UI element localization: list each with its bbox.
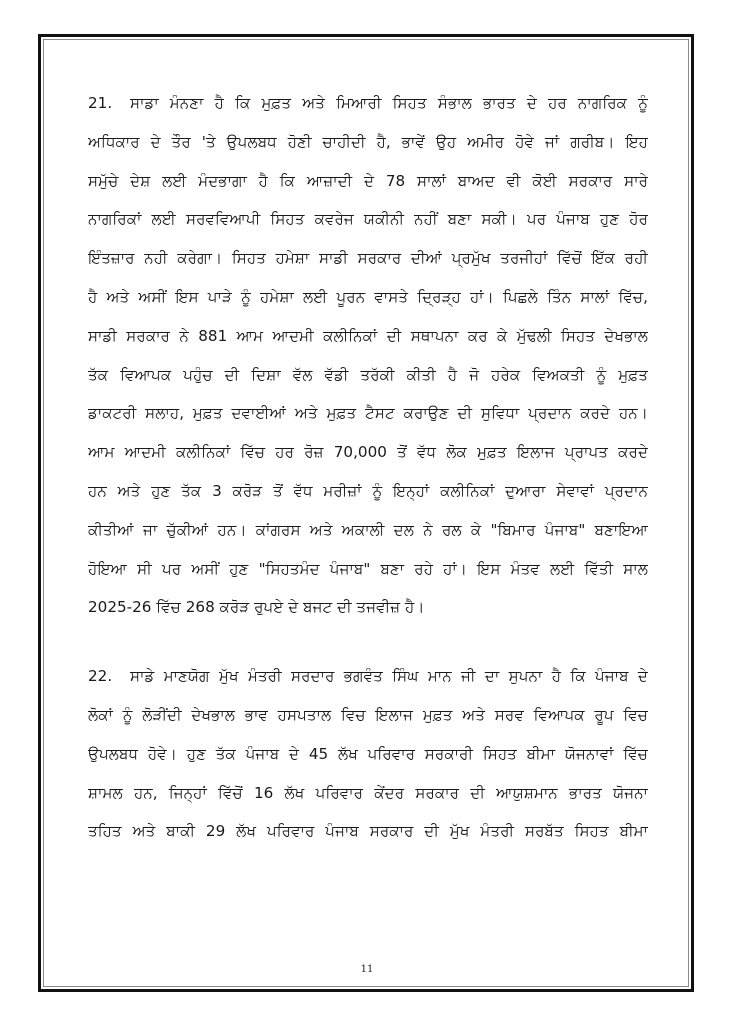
text-line: ਹੋਇਆ ਸੀ ਪਰ ਅਸੀਂ ਹੁਣ "ਸਿਹਤਮੰਦ ਪੰਜਾਬ" ਬਣਾ ਰਹੇ ਹਾਂ। ਇਸ ਮੰਤਵ ਲਈ ਵਿੱਤੀ ਸਾਲ (88, 559, 648, 578)
text-line: ਸਮੁੱਚੇ ਦੇਸ਼ ਲਈ ਮੰਦਭਾਗਾ ਹੈ ਕਿ ਆਜ਼ਾਦੀ ਦੇ 78 ਸਾਲਾਂ ਬਾਅਦ ਵੀ ਕੋਈ ਸਰਕਾਰ ਸਾਰੇ (88, 171, 648, 190)
text-line: ਇੰਤਜ਼ਾਰ ਨਹੀ ਕਰੇਗਾ। ਸਿਹਤ ਹਮੇਸ਼ਾ ਸਾਡੀ ਸਰਕਾਰ ਦੀਆਂ ਪ੍ਰਮੁੱਖ ਤਰਜੀਹਾਂ ਵਿੱਚੋਂ ਇੱਕ ਰਹੀ (88, 249, 648, 268)
text-line: ਡਾਕਟਰੀ ਸਲਾਹ, ਮੁਫ਼ਤ ਦਵਾਈਆਂ ਅਤੇ ਮੁਫ਼ਤ ਟੈਸਟ ਕਰਾਉਣ ਦੀ ਸੁਵਿਧਾ ਪ੍ਰਦਾਨ ਕਰਦੇ ਹਨ। (88, 404, 648, 423)
text-line: ਹਨ ਅਤੇ ਹੁਣ ਤੱਕ 3 ਕਰੋੜ ਤੋਂ ਵੱਧ ਮਰੀਜ਼ਾਂ ਨੂੰ ਇਨ੍ਹਾਂ ਕਲੀਨਿਕਾਂ ਦੁਆਰਾ ਸੇਵਾਵਾਂ ਪ੍ਰਦਾਨ (88, 481, 648, 500)
text-line: ਹੈ ਅਤੇ ਅਸੀਂ ਇਸ ਪਾੜੇ ਨੂੰ ਹਮੇਸ਼ਾ ਲਈ ਪੂਰਨ ਵਾਸਤੇ ਦ੍ਰਿੜ੍ਹ ਹਾਂ। ਪਿਛਲੇ ਤਿੰਨ ਸਾਲਾਂ ਵਿੱਚ, (88, 287, 648, 306)
text-line: ਤੱਕ ਵਿਆਪਕ ਪਹੁੰਚ ਦੀ ਦਿਸ਼ਾ ਵੱਲ ਵੱਡੀ ਤਰੱਕੀ ਕੀਤੀ ਹੈ ਜੋ ਹਰੇਕ ਵਿਅਕਤੀ ਨੂੰ ਮੁਫ਼ਤ (88, 365, 648, 384)
text-line (88, 84, 648, 123)
text-line: ਨਾਗਰਿਕਾਂ ਲਈ ਸਰਵਵਿਆਪੀ ਸਿਹਤ ਕਵਰੇਜ ਯਕੀਨੀ ਨਹੀਂ ਬਣਾ ਸਕੀ। ਪਰ ਪੰਜਾਬ ਹੁਣ ਹੋਰ (88, 210, 648, 229)
text-line: ਅਧਿਕਾਰ ਦੇ ਤੌਰ 'ਤੇ ਉਪਲਬਧ ਹੋਣੀ ਚਾਹੀਦੀ ਹੈ, ਭਾਵੇਂ ਉਹ ਅਮੀਰ ਹੋਵੇ ਜਾਂ ਗਰੀਬ। ਇਹ (88, 132, 648, 151)
text-line: ਆਮ ਆਦਮੀ ਕਲੀਨਿਕਾਂ ਵਿੱਚ ਹਰ ਰੋਜ਼ 70,000 ਤੋਂ ਵੱਧ ਲੋਕ ਮੁਫ਼ਤ ਇਲਾਜ ਪ੍ਰਾਪਤ ਕਰਦੇ (88, 443, 648, 462)
paragraph-number: 21. (88, 94, 113, 112)
paragraph-22 (88, 657, 648, 851)
line-text: ਸਾਡੇ ਮਾਣਯੋਗ ਮੁੱਖ ਮੰਤਰੀ ਸਰਦਾਰ ਭਗਵੰਤ ਸਿੰਘ ਮਾਨ ਜੀ ਦਾ ਸੁਪਨਾ ਹੈ ਕਿ ਪੰਜਾਬ ਦੇ (130, 667, 648, 686)
line-text: ਸਾਡਾ ਮੰਨਣਾ ਹੈ ਕਿ ਮੁਫ਼ਤ ਅਤੇ ਮਿਆਰੀ ਸਿਹਤ ਸੰਭਾਲ ਭਾਰਤ ਦੇ ਹਰ ਨਾਗਰਿਕ ਨੂੰ (130, 94, 648, 112)
text-line: ਉਪਲਬਧ ਹੋਵੇ। ਹੁਣ ਤੱਕ ਪੰਜਾਬ ਦੇ 45 ਲੱਖ ਪਰਿਵਾਰ ਸਰਕਾਰੀ ਸਿਹਤ ਬੀਮਾ ਯੋਜਨਾਵਾਂ ਵਿੱਚ (88, 744, 648, 763)
text-line: ਕੀਤੀਆਂ ਜਾ ਚੁੱਕੀਆਂ ਹਨ। ਕਾਂਗਰਸ ਅਤੇ ਅਕਾਲੀ ਦਲ ਨੇ ਰਲ ਕੇ "ਬਿਮਾਰ ਪੰਜਾਬ" ਬਣਾਇਆ (88, 520, 648, 539)
paragraph-number: 22. (88, 667, 113, 686)
text-line: ਤਹਿਤ ਅਤੇ ਬਾਕੀ 29 ਲੱਖ ਪਰਿਵਾਰ ਪੰਜਾਬ ਸਰਕਾਰ ਦੀ ਮੁੱਖ ਮੰਤਰੀ ਸਰਬੱਤ ਸਿਹਤ ਬੀਮਾ (88, 822, 648, 841)
text-line: ਲੋਕਾਂ ਨੂੰ ਲੋੜੀਂਦੀ ਦੇਖਭਾਲ ਭਾਵ ਹਸਪਤਾਲ ਵਿਚ ਇਲਾਜ ਮੁਫ਼ਤ ਅਤੇ ਸਰਵ ਵਿਆਪਕ ਰੂਪ ਵਿਚ (88, 705, 648, 724)
page-number: 11 (360, 964, 374, 975)
paragraph-spacer (88, 627, 648, 657)
paragraph-21 (88, 84, 648, 627)
text-line: ਸ਼ਾਮਲ ਹਨ, ਜਿਨ੍ਹਾਂ ਵਿੱਚੋਂ 16 ਲੱਖ ਪਰਿਵਾਰ ਕੇਂਦਰ ਸਰਕਾਰ ਦੀ ਆਯੁਸ਼ਮਾਨ ਭਾਰਤ ਯੋਜਨਾ (88, 783, 648, 802)
text-line: 2025-26 ਵਿੱਚ 268 ਕਰੋੜ ਰੁਪਏ ਦੇ ਬਜਟ ਦੀ ਤਜਵੀਜ਼ ਹੈ। (88, 598, 425, 617)
document-body (88, 84, 648, 851)
text-line: ਸਾਡੀ ਸਰਕਾਰ ਨੇ 881 ਆਮ ਆਦਮੀ ਕਲੀਨਿਕਾਂ ਦੀ ਸਥਾਪਨਾ ਕਰ ਕੇ ਮੁੱਢਲੀ ਸਿਹਤ ਦੇਖਭਾਲ (88, 326, 648, 345)
text-line (88, 657, 648, 696)
